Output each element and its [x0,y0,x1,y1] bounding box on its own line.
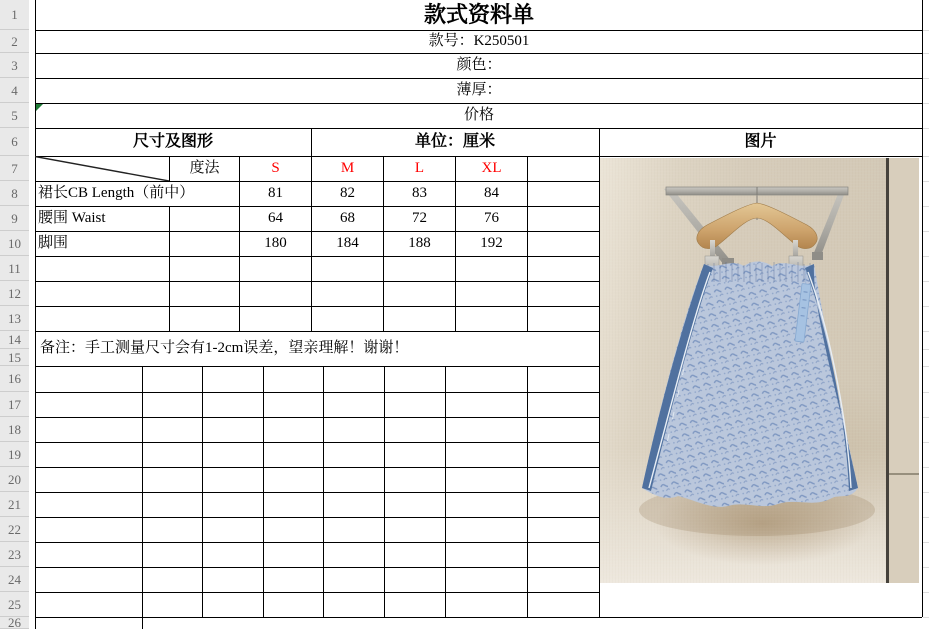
gridline-stub [923,181,929,182]
value-cell[interactable]: 83 [412,185,427,201]
remarks-cell[interactable]: 备注：手工测量尺寸会有1-2cm误差，望亲理解！谢谢！ [40,340,409,356]
row-number[interactable]: 13 [0,306,29,331]
size-section-header[interactable]: 尺寸及图形 [132,133,213,150]
gridline-stub [923,349,929,350]
gridline-stub [923,281,929,282]
row-number[interactable]: 20 [0,467,29,492]
row-number[interactable]: 19 [0,442,29,467]
value-cell[interactable]: 72 [412,210,427,226]
gridline-stub [923,392,929,393]
grid-line [445,366,446,617]
grid-line [169,206,170,331]
gridline-stub [923,567,929,568]
row-number[interactable]: 25 [0,592,29,617]
row-number[interactable]: 26 [0,617,29,629]
gridline-stub [923,592,929,593]
gridline-stub [923,331,929,332]
grid-line [384,366,385,617]
gridline-stub [923,542,929,543]
row-number[interactable]: 23 [0,542,29,567]
grid-line [35,392,599,393]
grid-line [35,366,599,367]
row-number[interactable]: 9 [0,206,29,231]
row-number[interactable]: 4 [0,78,29,103]
row-label-skirt-length[interactable]: 裙长CB Length（前中） [38,185,195,201]
grid-line [35,467,599,468]
grid-line [527,366,528,617]
grid-line [35,617,922,618]
diagonal-line-icon [35,157,169,182]
display-rail [664,187,848,266]
gridline-stub [923,30,929,31]
grid-line [202,366,203,617]
row-number[interactable]: 10 [0,231,29,256]
row-number[interactable]: 21 [0,492,29,517]
grid-line [35,592,599,593]
value-cell[interactable]: 76 [484,210,499,226]
grid-line [35,517,599,518]
price-cell[interactable]: 价格 [463,107,494,123]
value-cell[interactable]: 184 [336,235,359,251]
gridline-stub [923,53,929,54]
gridline-stub [923,256,929,257]
value-cell[interactable]: 192 [480,235,503,251]
grid-line [527,156,528,331]
row-number[interactable]: 8 [0,181,29,206]
grid-line [35,306,599,307]
grid-line [35,567,599,568]
gridline-stub [923,156,929,157]
value-cell[interactable]: 64 [268,210,283,226]
value-cell[interactable]: 81 [268,185,283,201]
gridline-stub [923,617,929,618]
diagonal-split-cell [35,156,169,181]
row-number[interactable]: 5 [0,103,29,128]
gridline-stub [923,78,929,79]
row-number[interactable]: 16 [0,366,29,392]
green-corner-flag-icon [36,104,43,111]
row-number[interactable]: 24 [0,567,29,592]
value-cell[interactable]: 84 [484,185,499,201]
grid-line [35,542,599,543]
grid-line [142,366,143,629]
sheet-title[interactable]: 款式资料单 [423,2,534,27]
gridline-stub [923,417,929,418]
style-number-cell[interactable]: 款号：K250501 [428,33,530,49]
grid-line [35,417,599,418]
method-header-cell[interactable]: 度法 [189,160,220,176]
gridline-stub [923,231,929,232]
value-cell[interactable]: 82 [340,185,355,201]
gridline-stub [923,206,929,207]
thickness-cell[interactable]: 薄厚： [456,82,502,98]
row-number[interactable]: 22 [0,517,29,542]
gridline-stub [923,366,929,367]
gridline-stub [923,517,929,518]
row-number[interactable]: 11 [0,256,29,281]
gridline-stub [923,103,929,104]
row-number[interactable]: 2 [0,30,29,53]
size-header-l[interactable]: L [414,160,425,176]
row-number[interactable]: 7 [0,156,29,181]
product-photo[interactable] [600,158,919,583]
unit-header[interactable]: 单位：厘米 [414,133,495,150]
row-label-hem[interactable]: 脚围 [38,235,69,251]
row-number[interactable]: 18 [0,417,29,442]
row-label-waist[interactable]: 腰围 Waist [38,210,106,226]
color-cell[interactable]: 颜色： [456,57,502,73]
grid-line [35,492,599,493]
gridline-stub [923,467,929,468]
row-number[interactable]: 12 [0,281,29,306]
value-cell[interactable]: 188 [408,235,431,251]
gridline-stub [923,442,929,443]
row-number[interactable]: 14 [0,331,29,349]
grid-line [35,281,599,282]
photo-graphics [600,158,919,583]
gridline-stub [923,492,929,493]
row-number[interactable]: 15 [0,349,29,366]
grid-line [323,366,324,617]
row-number[interactable]: 3 [0,53,29,78]
value-cell[interactable]: 180 [264,235,287,251]
gridline-stub [923,128,929,129]
row-number[interactable]: 1 [0,0,29,30]
gridline-stub [923,306,929,307]
grid-line [263,366,264,617]
grid-line [922,0,923,617]
row-number[interactable]: 6 [0,128,29,156]
size-header-s[interactable]: S [271,160,280,176]
grid-line [35,256,599,257]
size-header-m[interactable]: M [340,160,355,176]
grid-line [35,442,599,443]
skirt [642,262,858,507]
image-header[interactable]: 图片 [744,133,777,150]
row-number[interactable]: 17 [0,392,29,417]
size-header-xl[interactable]: XL [481,160,502,176]
value-cell[interactable]: 68 [340,210,355,226]
